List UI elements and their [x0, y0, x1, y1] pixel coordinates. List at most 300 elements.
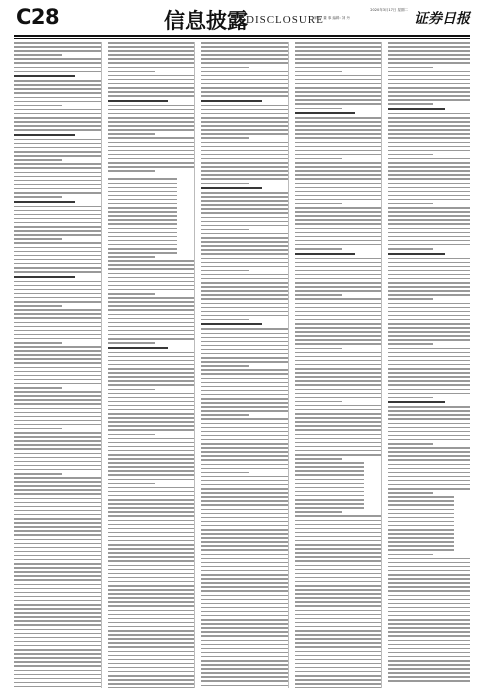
- text-line: [201, 353, 288, 355]
- text-line: [108, 207, 177, 209]
- text-line: [108, 146, 195, 148]
- text-line: [108, 405, 195, 407]
- text-line: [201, 319, 249, 321]
- text-line: [295, 499, 364, 501]
- text-line: [201, 253, 288, 255]
- text-line: [201, 554, 288, 556]
- text-line: [14, 317, 101, 319]
- text-line: [201, 386, 288, 388]
- text-line: [14, 579, 101, 581]
- date-line: 2020年3月17日 星期二: [370, 8, 408, 12]
- text-line: [388, 439, 470, 441]
- text-line: [295, 178, 382, 180]
- text-line: [388, 648, 470, 650]
- text-line: [14, 514, 101, 516]
- text-line: [14, 139, 101, 141]
- text-line: [388, 472, 470, 474]
- text-line: [201, 566, 288, 568]
- text-line: [14, 234, 101, 236]
- text-line: [295, 162, 382, 164]
- text-line: [295, 323, 382, 325]
- text-line: [295, 150, 382, 152]
- heading-line: [201, 100, 262, 102]
- text-line: [201, 431, 288, 433]
- text-line: [388, 517, 453, 519]
- text-line: [295, 401, 343, 403]
- text-line: [14, 420, 101, 422]
- text-line: [14, 674, 101, 676]
- text-line: [108, 421, 195, 423]
- text-line: [295, 232, 382, 234]
- text-line: [108, 651, 195, 653]
- text-line: [108, 626, 195, 628]
- text-line: [388, 513, 453, 515]
- text-line: [14, 670, 101, 672]
- text-line: [201, 249, 288, 251]
- text-line: [201, 656, 288, 658]
- text-line: [108, 646, 195, 648]
- text-line: [388, 199, 470, 201]
- text-line: [14, 230, 101, 232]
- text-line: [201, 631, 288, 633]
- text-line: [14, 518, 101, 520]
- heading-line: [201, 323, 262, 325]
- text-line: [201, 54, 288, 56]
- text-column: [388, 42, 470, 688]
- text-line: [295, 166, 382, 168]
- text-line: [14, 440, 101, 442]
- text-line: [388, 603, 470, 605]
- text-line: [201, 290, 288, 292]
- text-line: [295, 195, 382, 197]
- text-line: [201, 212, 288, 214]
- text-line: [295, 462, 364, 464]
- text-line: [201, 315, 288, 317]
- text-line: [108, 429, 195, 431]
- text-line: [108, 240, 177, 242]
- text-line: [14, 251, 101, 253]
- text-line: [295, 372, 382, 374]
- text-line: [14, 305, 62, 307]
- text-line: [295, 266, 382, 268]
- text-line: [295, 675, 382, 677]
- text-line: [14, 109, 101, 111]
- section-title: 信息披露: [164, 8, 248, 33]
- text-line: [14, 176, 101, 178]
- text-line: [108, 248, 177, 250]
- text-line: [108, 109, 195, 111]
- text-line: [295, 223, 382, 225]
- text-line: [295, 58, 382, 60]
- text-line: [201, 455, 288, 457]
- text-line: [295, 610, 382, 612]
- text-line: [201, 558, 288, 560]
- text-line: [388, 71, 470, 73]
- text-line: [14, 645, 101, 647]
- column-lines: [14, 42, 101, 688]
- text-line: [108, 199, 177, 201]
- text-line: [388, 533, 453, 535]
- text-line: [108, 605, 195, 607]
- text-line: [201, 464, 288, 466]
- text-line: [295, 236, 382, 238]
- text-line: [295, 511, 343, 513]
- text-line: [295, 614, 382, 616]
- text-line: [108, 483, 156, 485]
- text-line: [388, 356, 470, 358]
- text-line: [108, 622, 195, 624]
- text-line: [201, 225, 288, 227]
- text-line: [14, 301, 101, 303]
- text-line: [108, 593, 195, 595]
- text-line: [295, 679, 382, 681]
- text-line: [108, 446, 195, 448]
- text-line: [388, 607, 470, 609]
- text-line: [388, 146, 470, 148]
- text-line: [388, 389, 470, 391]
- text-line: [388, 423, 470, 425]
- text-line: [295, 450, 382, 452]
- text-line: [108, 565, 195, 567]
- text-line: [108, 548, 195, 550]
- text-line: [295, 199, 382, 201]
- text-line: [14, 334, 101, 336]
- text-line: [388, 566, 470, 568]
- text-line: [295, 356, 382, 358]
- text-line: [108, 352, 195, 354]
- text-line: [295, 474, 364, 476]
- text-line: [295, 129, 382, 131]
- text-line: [14, 151, 101, 153]
- text-line: [295, 103, 382, 105]
- text-line: [388, 504, 453, 506]
- text-line: [295, 303, 382, 305]
- text-line: [201, 529, 288, 531]
- text-line: [108, 334, 195, 336]
- text-line: [14, 559, 101, 561]
- text-line: [14, 226, 101, 228]
- text-line: [388, 664, 470, 666]
- text-line: [14, 399, 101, 401]
- text-line: [14, 42, 101, 44]
- text-line: [108, 585, 195, 587]
- text-line: [388, 406, 470, 408]
- text-line: [14, 143, 101, 145]
- text-line: [108, 228, 177, 230]
- text-line: [295, 389, 382, 391]
- text-line: [295, 278, 382, 280]
- text-line: [295, 605, 382, 607]
- text-line: [14, 338, 101, 340]
- text-line: [201, 402, 288, 404]
- text-line: [201, 595, 288, 597]
- text-line: [388, 339, 470, 341]
- text-line: [388, 352, 470, 354]
- text-line: [388, 46, 470, 48]
- text-line: [388, 586, 470, 588]
- text-line: [201, 87, 288, 89]
- text-line: [295, 687, 382, 688]
- text-line: [201, 361, 288, 363]
- text-line: [201, 607, 288, 609]
- text-line: [14, 84, 101, 86]
- text-line: [14, 172, 101, 174]
- text-line: [14, 117, 101, 119]
- text-line: [295, 91, 382, 93]
- text-line: [201, 390, 288, 392]
- text-line: [14, 408, 101, 410]
- text-line: [14, 493, 101, 495]
- text-line: [201, 685, 288, 687]
- text-line: [295, 50, 382, 52]
- text-line: [295, 442, 382, 444]
- text-line: [201, 349, 288, 351]
- text-line: [108, 215, 177, 217]
- text-line: [295, 601, 382, 603]
- text-line: [14, 448, 101, 450]
- text-line: [388, 319, 470, 321]
- text-line: [108, 601, 195, 603]
- text-line: [388, 211, 470, 213]
- text-line: [201, 266, 288, 268]
- text-line: [388, 541, 453, 543]
- text-line: [14, 592, 101, 594]
- text-line: [108, 170, 156, 172]
- text-line: [295, 142, 382, 144]
- text-line: [295, 244, 382, 246]
- text-line: [295, 663, 382, 665]
- text-line: [14, 342, 62, 344]
- text-line: [108, 618, 195, 620]
- text-line: [14, 387, 62, 389]
- text-line: [388, 195, 470, 197]
- text-line: [388, 619, 470, 621]
- text-line: [201, 378, 288, 380]
- text-line: [108, 462, 195, 464]
- text-line: [201, 109, 288, 111]
- text-line: [388, 258, 470, 260]
- text-line: [108, 610, 195, 612]
- text-line: [108, 75, 195, 77]
- text-line: [295, 618, 382, 620]
- text-line: [108, 322, 195, 324]
- text-line: [14, 637, 101, 639]
- text-line: [108, 511, 195, 513]
- column-lines: [108, 42, 195, 688]
- text-line: [108, 338, 195, 340]
- text-line: [14, 395, 101, 397]
- text-line: [201, 545, 288, 547]
- text-line: [295, 438, 382, 440]
- text-line: [388, 459, 470, 461]
- text-line: [388, 170, 470, 172]
- text-line: [14, 309, 101, 311]
- text-line: [201, 373, 288, 375]
- text-line: [295, 642, 382, 644]
- text-line: [108, 203, 177, 205]
- text-line: [295, 565, 382, 567]
- text-line: [14, 665, 101, 667]
- text-line: [201, 582, 288, 584]
- text-line: [108, 305, 195, 307]
- text-line: [14, 362, 101, 364]
- text-line: [14, 350, 101, 352]
- text-line: [14, 105, 62, 107]
- text-line: [14, 259, 101, 261]
- text-line: [108, 466, 195, 468]
- text-line: [388, 42, 470, 44]
- text-line: [201, 105, 288, 107]
- text-line: [295, 75, 382, 77]
- text-line: [14, 657, 101, 659]
- text-line: [201, 635, 288, 637]
- text-line: [108, 393, 195, 395]
- masthead-rule-thin: [14, 38, 470, 39]
- text-line: [388, 554, 433, 556]
- text-line: [108, 356, 195, 358]
- text-line: [201, 129, 288, 131]
- text-line: [295, 520, 382, 522]
- text-line: [295, 274, 382, 276]
- text-line: [108, 683, 195, 685]
- text-line: [295, 187, 382, 189]
- text-line: [14, 547, 101, 549]
- text-column: [201, 42, 289, 688]
- text-line: [295, 174, 382, 176]
- text-line: [388, 451, 470, 453]
- text-line: [14, 88, 101, 90]
- text-line: [108, 614, 195, 616]
- text-line: [108, 260, 195, 262]
- text-line: [388, 611, 470, 613]
- text-line: [108, 364, 195, 366]
- text-line: [201, 62, 288, 64]
- text-line: [388, 376, 470, 378]
- text-line: [295, 67, 382, 69]
- heading-line: [201, 187, 262, 189]
- text-line: [295, 248, 343, 250]
- text-line: [14, 159, 62, 161]
- text-line: [388, 545, 453, 547]
- text-line: [201, 75, 288, 77]
- text-line: [201, 676, 288, 678]
- text-line: [14, 653, 101, 655]
- text-line: [388, 368, 470, 370]
- text-line: [295, 446, 382, 448]
- text-line: [108, 659, 195, 661]
- text-line: [201, 500, 288, 502]
- text-line: [108, 544, 195, 546]
- text-line: [201, 574, 288, 576]
- text-line: [108, 474, 195, 476]
- text-line: [295, 683, 382, 685]
- text-line: [108, 91, 195, 93]
- text-line: [201, 394, 288, 396]
- text-line: [108, 113, 195, 115]
- text-line: [388, 133, 470, 135]
- text-line: [388, 627, 470, 629]
- text-column: [14, 42, 102, 688]
- text-line: [388, 500, 453, 502]
- text-line: [295, 458, 343, 460]
- text-line: [108, 470, 195, 472]
- text-line: [388, 476, 470, 478]
- text-line: [14, 428, 62, 430]
- text-line: [108, 117, 195, 119]
- text-line: [295, 311, 382, 313]
- text-line: [108, 438, 195, 440]
- text-line: [108, 289, 195, 291]
- text-line: [14, 575, 101, 577]
- text-line: [388, 652, 470, 654]
- text-line: [14, 97, 101, 99]
- text-line: [14, 147, 101, 149]
- text-line: [108, 330, 195, 332]
- text-line: [14, 281, 101, 283]
- text-line: [108, 318, 195, 320]
- text-line: [295, 211, 382, 213]
- text-line: [201, 521, 288, 523]
- text-line: [295, 125, 382, 127]
- text-line: [295, 593, 382, 595]
- text-line: [295, 339, 382, 341]
- text-line: [14, 379, 101, 381]
- text-line: [14, 247, 101, 249]
- text-line: [201, 615, 288, 617]
- text-line: [108, 150, 195, 152]
- text-line: [108, 597, 195, 599]
- text-line: [388, 380, 470, 382]
- text-line: [14, 633, 101, 635]
- text-line: [14, 620, 101, 622]
- text-line: [108, 401, 195, 403]
- text-line: [388, 599, 470, 601]
- text-line: [14, 526, 101, 528]
- text-line: [388, 215, 470, 217]
- text-line: [201, 294, 288, 296]
- text-line: [295, 71, 343, 73]
- text-line: [295, 532, 382, 534]
- text-line: [295, 393, 382, 395]
- text-line: [14, 510, 101, 512]
- text-line: [201, 668, 288, 670]
- text-line: [14, 383, 101, 385]
- text-line: [201, 590, 288, 592]
- text-line: [295, 327, 382, 329]
- text-line: [388, 162, 470, 164]
- text-line: [108, 520, 195, 522]
- text-line: [295, 203, 343, 205]
- text-line: [388, 562, 470, 564]
- text-line: [388, 435, 470, 437]
- text-line: [201, 369, 288, 371]
- text-line: [388, 232, 470, 234]
- text-line: [201, 270, 249, 272]
- text-line: [201, 183, 249, 185]
- text-line: [295, 556, 382, 558]
- text-line: [295, 137, 382, 139]
- text-line: [388, 644, 470, 646]
- text-line: [201, 237, 288, 239]
- text-line: [14, 184, 101, 186]
- text-line: [108, 560, 195, 562]
- text-line: [201, 680, 288, 682]
- text-line: [14, 534, 101, 536]
- text-line: [295, 536, 382, 538]
- text-line: [108, 581, 195, 583]
- text-line: [295, 158, 343, 160]
- text-line: [14, 539, 101, 541]
